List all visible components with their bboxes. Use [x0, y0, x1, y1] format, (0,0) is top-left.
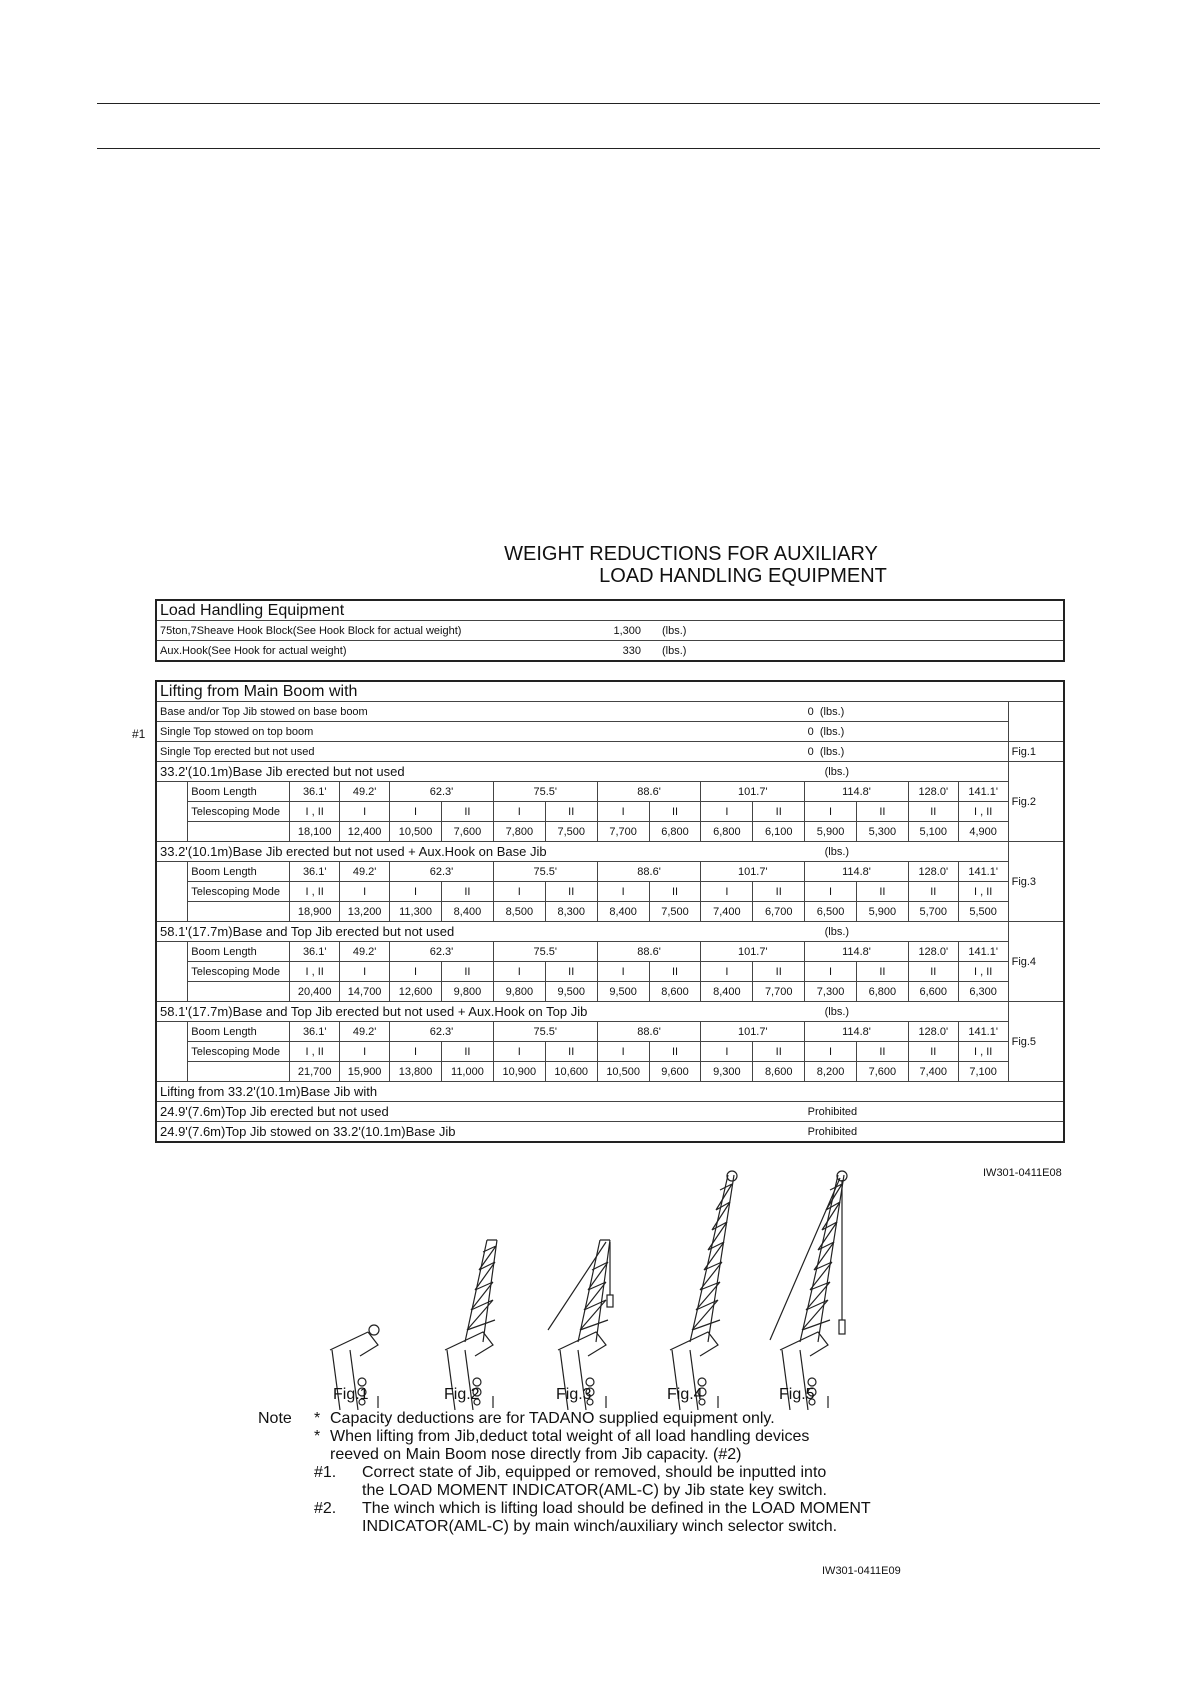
boom-length-row: Boom Length 36.1' 49.2' 62.3' 75.5' 88.6' 101.7' 114.8' 128.0' 141.1' [156, 1022, 1064, 1042]
deduction-value: 6,100 [753, 822, 805, 842]
deduction-value: 10,500 [597, 1062, 649, 1082]
header-rule-top [97, 103, 1100, 104]
deduction-value: 18,900 [290, 902, 340, 922]
deduction-value: 6,300 [958, 982, 1008, 1002]
page-code: IW301-0411E09 [822, 1565, 901, 1577]
fig-label: Fig.1 [1008, 742, 1064, 762]
table-row: 24.9'(7.6m)Top Jib erected but not used Prohibited [156, 1102, 1064, 1122]
deduction-value: 11,000 [441, 1062, 493, 1082]
deduction-value: 20,400 [290, 982, 340, 1002]
fig-label: Fig.3 [1008, 842, 1064, 922]
table-row: Single Top stowed on top boom 0 (lbs.) [156, 722, 1064, 742]
deduction-values-row [156, 902, 1064, 922]
deduction-value: 8,600 [649, 982, 701, 1002]
fig-caption-4: Fig.4 [667, 1386, 703, 1403]
fig4-drawing [670, 1171, 737, 1410]
fig-label: Fig.5 [1008, 1002, 1064, 1082]
table-row: Base and/or Top Jib stowed on base boom 0 (lbs.) [156, 702, 1064, 722]
deduction-value: 6,500 [805, 902, 857, 922]
header-rule-bottom [97, 148, 1100, 149]
deduction-value: 9,800 [493, 982, 545, 1002]
table-row: 24.9'(7.6m)Top Jib stowed on 33.2'(10.1m)Base Jib Prohibited [156, 1122, 1064, 1143]
base-jib-header: Lifting from 33.2'(10.1m)Base Jib with [156, 1082, 1064, 1102]
table-code: IW301-0411E08 [983, 1167, 1062, 1179]
section-title: 58.1'(17.7m)Base and Top Jib erected but not used + Aux.Hook on Top Jib [156, 1002, 805, 1022]
deduction-value: 10,900 [493, 1062, 545, 1082]
deduction-value: 15,900 [340, 1062, 390, 1082]
page-title-line1: WEIGHT REDUCTIONS FOR AUXILIARY [504, 543, 878, 565]
telescoping-mode-row: Telescoping Mode I , II I I II I II I II I II I II II I , II [156, 962, 1064, 982]
table-row: 75ton,7Sheave Hook Block(See Hook Block for actual weight) 1,300 (lbs.) [156, 621, 1064, 641]
boom-length-row: Boom Length 36.1' 49.2' 62.3' 75.5' 88.6' 101.7' 114.8' 128.0' 141.1' [156, 942, 1064, 962]
deduction-value: 5,700 [908, 902, 958, 922]
deduction-value: 9,500 [545, 982, 597, 1002]
boom-length-row: Boom Length 36.1' 49.2' 62.3' 75.5' 88.6' 101.7' 114.8' 128.0' 141.1' [156, 782, 1064, 802]
telescoping-mode-row: Telescoping Mode I , II I I II I II I II I II I II II I , II [156, 882, 1064, 902]
deduction-value: 7,400 [908, 1062, 958, 1082]
deduction-value: 9,600 [649, 1062, 701, 1082]
deduction-value: 5,100 [908, 822, 958, 842]
deduction-value: 8,500 [493, 902, 545, 922]
table-row: Aux.Hook(See Hook for actual weight) 330 (lbs.) [156, 641, 1064, 662]
deduction-values-row [156, 982, 1064, 1002]
section-title-row: 33.2'(10.1m)Base Jib erected but not used (lbs.) Fig.2 [156, 762, 1064, 782]
deduction-value: 6,800 [701, 822, 753, 842]
deduction-value: 7,300 [805, 982, 857, 1002]
deduction-value: 5,300 [856, 822, 908, 842]
deduction-value: 6,800 [856, 982, 908, 1002]
deduction-value: 8,200 [805, 1062, 857, 1082]
deduction-value: 12,600 [390, 982, 442, 1002]
fig-caption-2: Fig.2 [444, 1386, 480, 1403]
section-title: 58.1'(17.7m)Base and Top Jib erected but not used [156, 922, 805, 942]
deduction-value: 9,500 [597, 982, 649, 1002]
deduction-value: 7,700 [597, 822, 649, 842]
deduction-value: 12,400 [340, 822, 390, 842]
load-handling-table [155, 599, 1065, 662]
main-boom-header: Lifting from Main Boom with [156, 681, 1064, 702]
fig-caption-3: Fig.3 [556, 1386, 592, 1403]
crane-figures [320, 1170, 880, 1410]
deduction-value: 7,600 [856, 1062, 908, 1082]
deduction-value: 21,700 [290, 1062, 340, 1082]
deduction-value: 14,700 [340, 982, 390, 1002]
deduction-value: 7,700 [753, 982, 805, 1002]
fig-caption-1: Fig.1 [333, 1386, 369, 1403]
deduction-value: 7,600 [441, 822, 493, 842]
telescoping-mode-row: Telescoping Mode I , II I I II I II I II I II I II II I , II [156, 1042, 1064, 1062]
deduction-value: 13,200 [340, 902, 390, 922]
fig-caption-5: Fig.5 [779, 1386, 815, 1403]
main-boom-table [155, 680, 1065, 1143]
section-title-row: 58.1'(17.7m)Base and Top Jib erected but not used + Aux.Hook on Top Jib (lbs.) Fig.5 [156, 1002, 1064, 1022]
deduction-value: 11,300 [390, 902, 442, 922]
deduction-value: 5,900 [805, 822, 857, 842]
section-title-row: 58.1'(17.7m)Base and Top Jib erected but not used (lbs.) Fig.4 [156, 922, 1064, 942]
deduction-value: 8,400 [597, 902, 649, 922]
telescoping-mode-row: Telescoping Mode I , II I I II I II I II I II I II II I , II [156, 802, 1064, 822]
deduction-value: 10,600 [545, 1062, 597, 1082]
section-title: 33.2'(10.1m)Base Jib erected but not used + Aux.Hook on Base Jib [156, 842, 805, 862]
deduction-value: 8,400 [441, 902, 493, 922]
deduction-value: 7,100 [958, 1062, 1008, 1082]
deduction-values-row [156, 1062, 1064, 1082]
section-title: 33.2'(10.1m)Base Jib erected but not used [156, 762, 805, 782]
load-handling-header: Load Handling Equipment [156, 600, 1064, 621]
footnote-marker: #1 [132, 727, 146, 741]
deduction-value: 10,500 [390, 822, 442, 842]
deduction-value: 13,800 [390, 1062, 442, 1082]
deduction-value: 7,400 [701, 902, 753, 922]
deduction-values-row [156, 822, 1064, 842]
fig-label: Fig.2 [1008, 762, 1064, 842]
fig-label: Fig.4 [1008, 922, 1064, 1002]
deduction-value: 6,800 [649, 822, 701, 842]
deduction-value: 6,700 [753, 902, 805, 922]
deduction-value: 9,300 [701, 1062, 753, 1082]
deduction-value: 6,600 [908, 982, 958, 1002]
deduction-value: 5,900 [856, 902, 908, 922]
deduction-value: 7,800 [493, 822, 545, 842]
fig3-drawing [548, 1240, 613, 1410]
deduction-value: 7,500 [545, 822, 597, 842]
section-title-row: 33.2'(10.1m)Base Jib erected but not used + Aux.Hook on Base Jib (lbs.) Fig.3 [156, 842, 1064, 862]
note-label: Note [258, 1410, 292, 1427]
table-row: Single Top erected but not used 0 (lbs.) Fig.1 [156, 742, 1064, 762]
fig5-drawing [770, 1171, 847, 1410]
deduction-value: 7,500 [649, 902, 701, 922]
fig2-drawing [445, 1240, 497, 1410]
deduction-value: 8,300 [545, 902, 597, 922]
deduction-value: 9,800 [441, 982, 493, 1002]
deduction-value: 8,400 [701, 982, 753, 1002]
deduction-value: 8,600 [753, 1062, 805, 1082]
page-title-line2: LOAD HANDLING EQUIPMENT [599, 565, 887, 587]
boom-length-row: Boom Length 36.1' 49.2' 62.3' 75.5' 88.6' 101.7' 114.8' 128.0' 141.1' [156, 862, 1064, 882]
deduction-value: 18,100 [290, 822, 340, 842]
deduction-value: 5,500 [958, 902, 1008, 922]
deduction-value: 4,900 [958, 822, 1008, 842]
